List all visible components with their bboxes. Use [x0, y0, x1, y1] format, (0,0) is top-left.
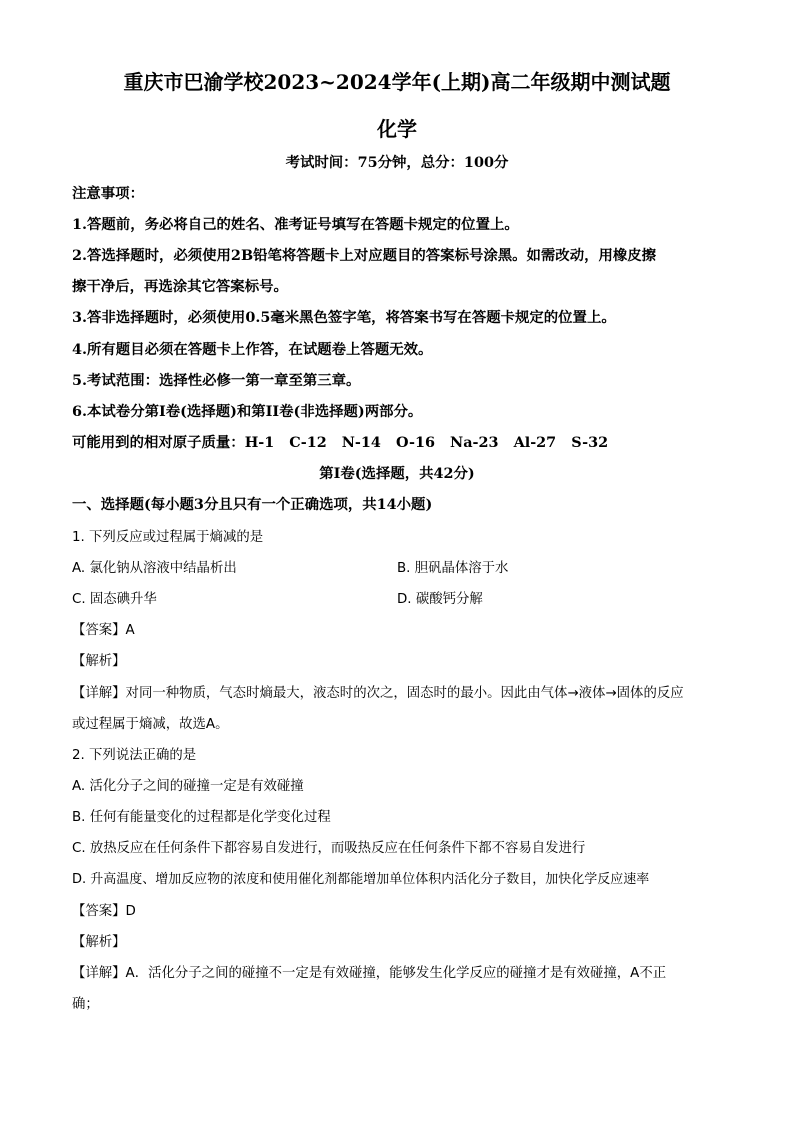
- note-item: 2.答选择题时，必须使用2B铅笔将答题卡上对应题目的答案标号涂黑。如需改动，用橡皮擦: [72, 247, 657, 264]
- option-a: A. 氯化钠从溶液中结晶析出: [72, 561, 237, 576]
- option-b: B. 胆矾晶体溶于水: [397, 561, 509, 576]
- note-item: 4.所有题目必须在答题卡上作答，在试题卷上答题无效。: [72, 341, 433, 358]
- question-stem: 1. 下列反应或过程属于熵减的是: [72, 530, 264, 545]
- subject-title: 化学: [377, 117, 417, 141]
- option-d: D. 碳酸钙分解: [397, 592, 483, 607]
- note-item: 1.答题前，务必将自己的姓名、准考证号填写在答题卡规定的位置上。: [72, 216, 519, 233]
- note-item: 3.答非选择题时，必须使用0.5毫米黑色签字笔，将答案书写在答题卡规定的位置上。: [72, 309, 616, 326]
- note-item: 擦干净后，再选涂其它答案标号。: [72, 278, 288, 295]
- detail-line: 【详解】A．活化分子之间的碰撞不一定是有效碰撞，能够发生化学反应的碰撞才是有效碰撞，A不正: [72, 966, 667, 981]
- part-heading: 一、选择题(每小题3分且只有一个正确选项，共14小题): [72, 496, 433, 513]
- exam-info: 考试时间：75分钟，总分：100分: [285, 154, 509, 171]
- detail-line: 确；: [72, 997, 99, 1012]
- analysis-label: 【解析】: [72, 935, 126, 950]
- question-stem: 2. 下列说法正确的是: [72, 748, 197, 763]
- detail-line: 【详解】对同一种物质，气态时熵最大，液态时的次之，固态时的最小。因此由气体→液体→固体的反应: [72, 686, 684, 701]
- answer-label: 【答案】D: [72, 904, 136, 919]
- option-b: B. 任何有能量变化的过程都是化学变化过程: [72, 810, 331, 825]
- option-d: D. 升高温度、增加反应物的浓度和使用催化剂都能增加单位体积内活化分子数目，加快化学反应速率: [72, 872, 650, 887]
- note-item: 5.考试范围：选择性必修一第一章至第三章。: [72, 372, 361, 389]
- detail-line: 或过程属于熵减，故选A。: [72, 717, 229, 732]
- section-heading: 第I卷(选择题，共42分): [319, 465, 475, 482]
- answer-label: 【答案】A: [72, 623, 135, 638]
- atomic-masses: 可能用到的相对原子质量：H-1 C-12 N-14 O-16 Na-23 Al-27 S-32: [72, 434, 609, 451]
- note-item: 6.本试卷分第I卷(选择题)和第II卷(非选择题)两部分。: [72, 403, 423, 420]
- option-c: C. 放热反应在任何条件下都容易自发进行，而吸热反应在任何条件下都不容易自发进行: [72, 841, 586, 856]
- option-a: A. 活化分子之间的碰撞一定是有效碰撞: [72, 779, 304, 794]
- exam-title: 重庆市巴渝学校2023~2024学年(上期)高二年级期中测试题: [123, 70, 671, 94]
- analysis-label: 【解析】: [72, 654, 126, 669]
- notes-heading: 注意事项：: [72, 185, 144, 202]
- option-c: C. 固态碘升华: [72, 592, 157, 607]
